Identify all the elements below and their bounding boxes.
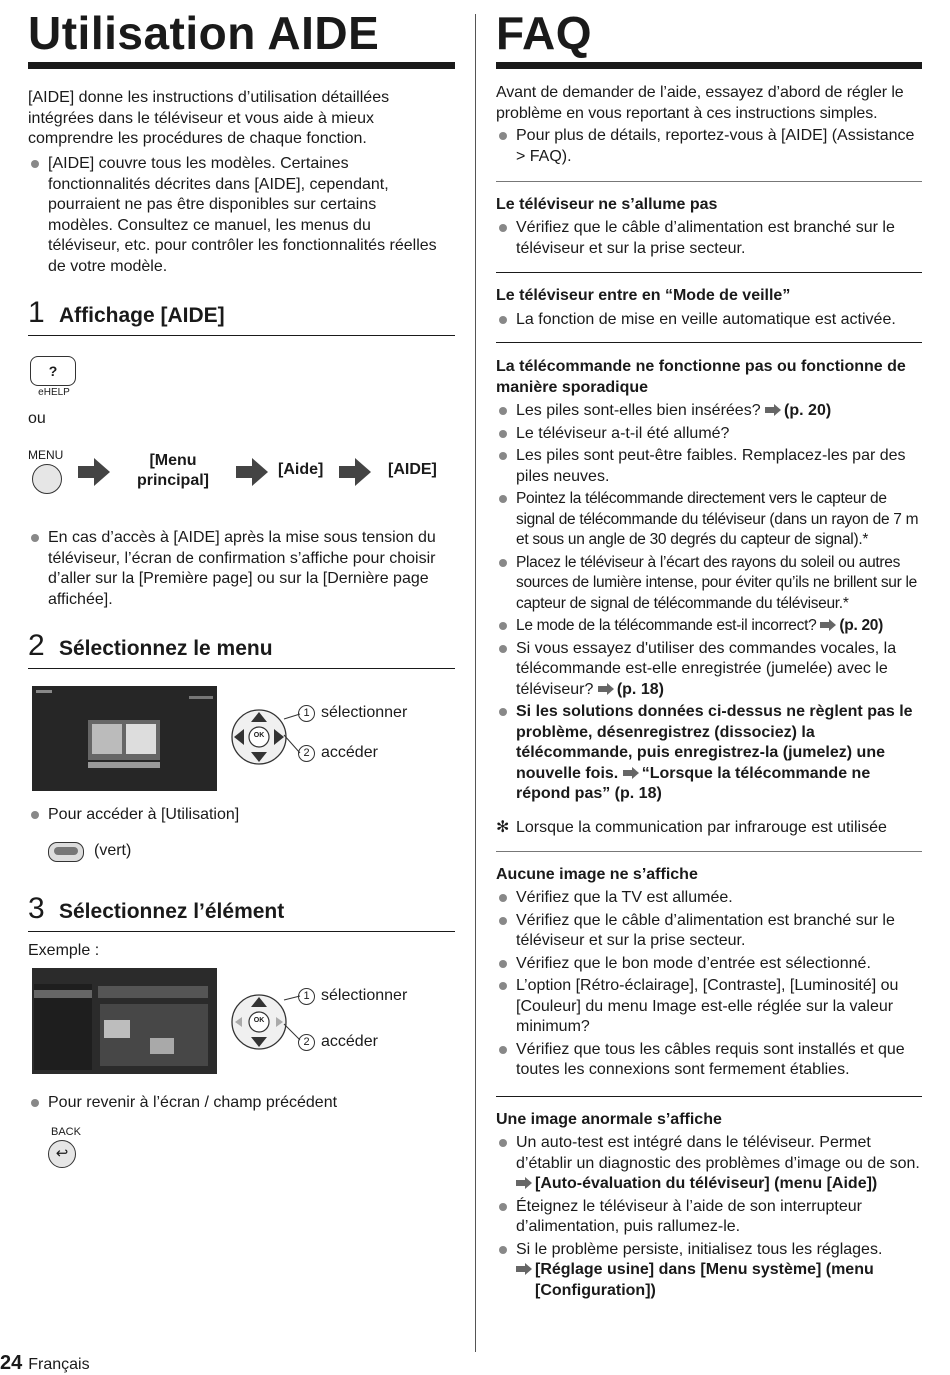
item-text: Si les solutions données ci-dessus ne règlent pas le problème, désenregistrez (dissociez) la télécommande, puis enregistrez-la (jumelez) une nouvelle fois. — [516, 703, 913, 782]
footnote — [496, 817, 922, 837]
flow-menu-principal: [Menu principal] — [136, 452, 209, 489]
faq-heading-standby: Le téléviseur entre en “Mode de veille” — [496, 287, 791, 304]
step-1-notes — [28, 528, 448, 610]
step-2-rule — [28, 668, 455, 669]
reference-arrow-icon — [765, 404, 781, 416]
step-title: Affichage [AIDE] — [59, 304, 225, 327]
screenshot-text-lines — [98, 986, 208, 998]
menu-label: MENU — [28, 448, 64, 462]
circled-two: 2 — [298, 1034, 315, 1051]
help-menu-screenshot — [32, 686, 217, 791]
step-2-heading — [28, 629, 273, 663]
asterisk-mark: ✻ — [496, 819, 510, 836]
list-item: Les piles sont peut-être faibles. Remplacez-les par des piles neuves. — [496, 446, 922, 487]
circled-one: 1 — [298, 705, 315, 722]
reference-arrow-icon — [623, 767, 639, 779]
list-item: Vérifiez que tous les câbles requis sont installés et que toutes les connexions sont fermement établies. — [496, 1040, 922, 1081]
faq-list-no-power — [496, 218, 922, 259]
list-item: Pour revenir à l’écran / champ précédent — [28, 1093, 448, 1114]
ok-label: OK — [253, 1017, 265, 1024]
arrow-icon — [236, 458, 268, 491]
step-number: 3 — [28, 892, 45, 925]
list-item: La fonction de mise en veille automatique est activée. — [496, 310, 922, 331]
green-button-icon[interactable] — [48, 842, 84, 862]
section-divider — [496, 851, 922, 852]
menu-button[interactable] — [28, 448, 68, 494]
circled-one: 1 — [298, 988, 315, 1005]
back-button[interactable] — [48, 1126, 84, 1168]
faq-intro: Avant de demander de l’aide, essayez d’abord de régler le problème en vous reportant à ces instructions simples. — [496, 84, 904, 122]
ehelp-key-glyph: ? — [48, 363, 58, 379]
list-item — [496, 702, 922, 805]
list-item — [496, 616, 922, 637]
reference-arrow-icon — [820, 619, 836, 631]
faq-list-remote — [496, 401, 922, 805]
list-item — [496, 401, 922, 422]
item-text: Un auto-test est intégré dans le téléviseur. Permet d’établir un diagnostic des problèmes d’image ou de son. — [516, 1134, 920, 1172]
back-icon: ↩ — [48, 1140, 76, 1168]
step-number: 1 — [28, 296, 45, 329]
ehelp-label: eHELP — [38, 387, 70, 398]
step-1-heading — [28, 296, 225, 330]
faq-list-standby — [496, 310, 922, 331]
list-item: Pour plus de détails, reportez-vous à [AIDE] (Assistance > FAQ). — [496, 126, 916, 167]
list-item: Vérifiez que le câble d’alimentation est branché sur le téléviseur et sur la prise secteur. — [496, 218, 922, 259]
select-label: sélectionner — [321, 704, 408, 721]
list-item — [496, 1133, 922, 1195]
screenshot-tile-list — [126, 724, 156, 754]
step-number: 2 — [28, 629, 45, 662]
select-hint — [298, 987, 407, 1005]
ehelp-button[interactable] — [30, 356, 78, 402]
screenshot-topbar — [36, 690, 52, 693]
faq-heading-remote: La télécommande ne fonctionne pas ou fonctionne de manière sporadique — [496, 358, 906, 396]
faq-title: FAQ — [496, 7, 593, 59]
screenshot-bar — [88, 762, 160, 768]
item-text: Si vous essayez d'utiliser des commandes vocales, la télécommande est-elle enregistrée (jumelée) avec le téléviseur? — [516, 639, 897, 698]
menu-reference: [Auto-évaluation du téléviseur] (menu [Aide]) — [535, 1175, 878, 1192]
ok-dpad-icon[interactable] — [230, 708, 288, 771]
list-item: Pour accéder à [Utilisation] — [28, 805, 448, 826]
reference-arrow-icon — [598, 683, 614, 695]
arrow-icon — [339, 458, 371, 491]
green-label: (vert) — [94, 842, 132, 859]
list-item: Vérifiez que le bon mode d’entrée est sélectionné. — [496, 954, 922, 975]
list-item: Vérifiez que la TV est allumée. — [496, 888, 922, 909]
faq-intro-bullets — [496, 126, 916, 167]
footer-language: Français — [28, 1356, 90, 1373]
list-item — [496, 1240, 922, 1302]
back-label: BACK — [51, 1126, 81, 1138]
select-label: sélectionner — [321, 987, 408, 1004]
access-hint — [298, 744, 378, 762]
help-item-screenshot — [32, 968, 217, 1074]
step-3-heading — [28, 892, 284, 926]
screenshot-topbar-right — [189, 696, 213, 699]
arrow-icon — [78, 458, 110, 491]
section-divider — [496, 272, 922, 273]
faq-list-no-image — [496, 888, 922, 1081]
step-title: Sélectionnez le menu — [59, 637, 273, 660]
aide-intro: [AIDE] donne les instructions d’utilisation détaillées intégrées dans le téléviseur et vous aide à mieux comprendre les procédures de chaque fonction. — [28, 89, 390, 147]
step-3-rule — [28, 931, 455, 932]
column-divider — [475, 14, 476, 1352]
screenshot-sidebar-selected — [34, 990, 92, 998]
circled-two: 2 — [298, 745, 315, 762]
flow-aide: [Aide] — [278, 461, 324, 478]
page-footer — [0, 1352, 90, 1375]
page-number: 24 — [0, 1352, 23, 1374]
ok-dpad-icon[interactable] — [230, 993, 288, 1056]
example-label: Exemple : — [28, 942, 100, 959]
menu-circle-icon — [32, 464, 62, 494]
reference-arrow-icon — [516, 1263, 532, 1275]
ok-label: OK — [253, 732, 265, 739]
item-text: Si le problème persiste, initialisez tous les réglages. — [516, 1240, 883, 1258]
title-rule — [28, 62, 455, 69]
list-item: Pointez la télécommande directement vers le capteur de signal de télécommande du téléviseur (dans un rayon de 7 m et sous un angle de 30 degrés du capteur de signal).* — [496, 489, 922, 551]
list-item — [496, 639, 922, 701]
page-reference: “Lorsque la télécommande ne répond pas” (p. 18) — [516, 764, 871, 802]
section-divider — [496, 1096, 922, 1097]
select-hint — [298, 704, 407, 722]
step-3-notes — [28, 1093, 448, 1114]
section-divider — [496, 342, 922, 343]
screenshot-tile-search — [92, 724, 122, 754]
or-label: ou — [28, 410, 46, 427]
faq-title-rule — [496, 62, 922, 69]
list-item: Le téléviseur a-t-il été allumé? — [496, 424, 922, 445]
item-text: Les piles sont-elles bien insérées? — [516, 402, 761, 419]
footnote-text: Lorsque la communication par infrarouge est utilisée — [516, 819, 887, 836]
step-1-rule — [28, 335, 455, 336]
list-item: L’option [Rétro-éclairage], [Contraste], [Luminosité] ou [Couleur] du menu Image est-elle réglée sur la valeur minimum? — [496, 976, 922, 1038]
faq-list-abnormal-image — [496, 1133, 922, 1301]
page-title-aide: Utilisation AIDE — [28, 7, 380, 59]
step-2-notes — [28, 805, 448, 826]
flow-aide-final: [AIDE] — [388, 461, 437, 478]
green-button-inner — [54, 847, 78, 855]
page-reference: (p. 18) — [616, 680, 664, 698]
faq-heading-abnormal-image: Une image anormale s’affiche — [496, 1111, 722, 1128]
section-divider — [496, 181, 922, 182]
page-reference: (p. 20) — [784, 402, 832, 419]
list-item: [AIDE] couvre tous les modèles. Certaines fonctionnalités décrites dans [AIDE], cependant, pourraient ne pas être disponibles sur certains modèles. Consultez ce manuel, les menus du téléviseur, etc. pour contrôler les fonctionnalités réelles de votre modèle. — [28, 154, 438, 277]
access-label: accéder — [321, 1033, 378, 1050]
screenshot-image-light — [150, 1038, 174, 1054]
list-item: Vérifiez que le câble d’alimentation est branché sur le téléviseur et sur la prise secteur. — [496, 911, 922, 952]
aide-intro-bullets — [28, 154, 438, 277]
page-reference: (p. 20) — [839, 617, 883, 634]
item-text: Le mode de la télécommande est-il incorrect? — [516, 617, 817, 634]
ehelp-key-icon — [30, 356, 76, 386]
menu-reference: [Réglage usine] dans [Menu système] (menu [Configuration]) — [535, 1261, 874, 1299]
access-label: accéder — [321, 744, 378, 761]
faq-heading-no-power: Le téléviseur ne s’allume pas — [496, 196, 718, 213]
list-item: En cas d’accès à [AIDE] après la mise sous tension du téléviseur, l’écran de confirmation s’affiche pour choisir d’aller sur la [Première page] ou sur la [Dernière page affichée]. — [28, 528, 448, 610]
step-title: Sélectionnez l’élément — [59, 900, 285, 923]
faq-heading-no-image: Aucune image ne s’affiche — [496, 866, 698, 883]
list-item: Éteignez le téléviseur à l’aide de son interrupteur d’alimentation, puis rallumez-le. — [496, 1197, 922, 1238]
screenshot-image-light — [104, 1020, 130, 1038]
list-item: Placez le téléviseur à l’écart des rayons du soleil ou autres sources de lumière intense, pour éviter qu’ils ne brillent sur le capteur de signal de télécommande du téléviseur.* — [496, 553, 922, 615]
reference-arrow-icon — [516, 1177, 532, 1189]
access-hint — [298, 1033, 378, 1051]
